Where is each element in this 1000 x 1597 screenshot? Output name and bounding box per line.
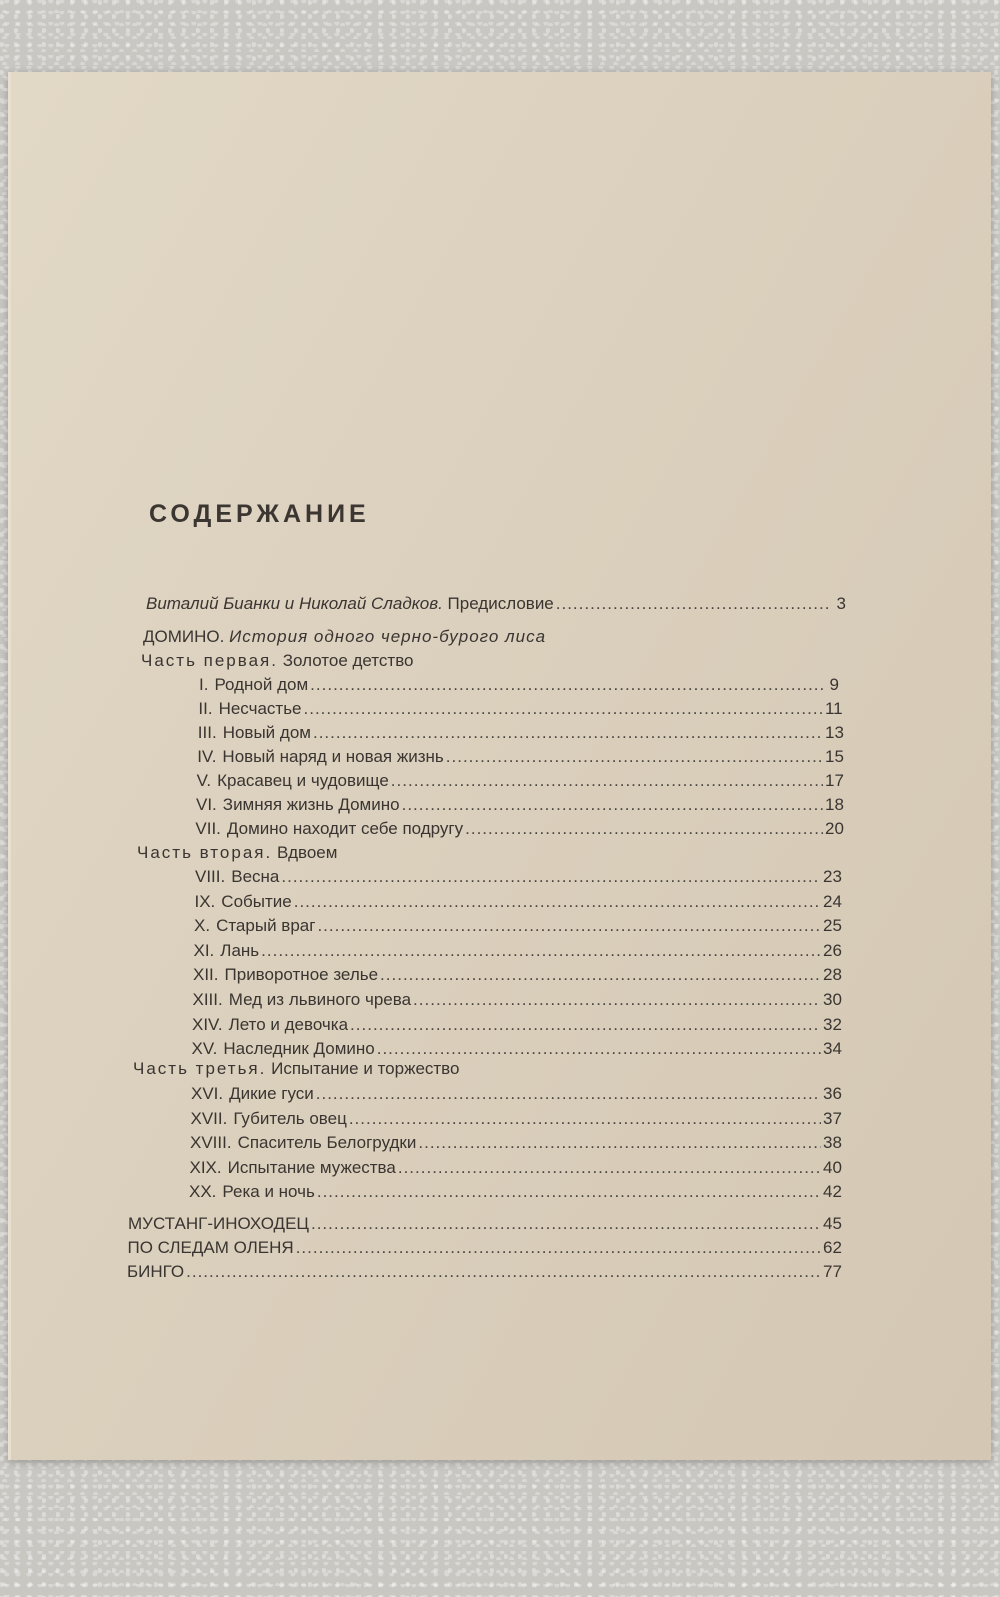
dot-leader bbox=[294, 892, 821, 912]
dot-leader bbox=[317, 916, 821, 936]
toc-entry bbox=[197, 723, 844, 743]
toc-entry bbox=[196, 795, 844, 815]
toc-entry bbox=[191, 1039, 842, 1059]
page-number: 15 bbox=[824, 747, 844, 766]
page-number: 77 bbox=[823, 1262, 842, 1281]
chapter-number: IV. bbox=[197, 747, 217, 766]
chapter-number: IX. bbox=[194, 891, 216, 911]
dot-leader bbox=[281, 867, 821, 887]
chapter-number: I. bbox=[199, 675, 209, 694]
page-number: 13 bbox=[824, 723, 844, 742]
page-title: СОДЕРЖАНИЕ bbox=[149, 500, 370, 528]
page-number: 40 bbox=[823, 1157, 842, 1177]
page-number: 20 bbox=[824, 819, 844, 838]
toc-entry bbox=[192, 990, 842, 1010]
toc-entry bbox=[198, 699, 843, 719]
chapter-number: XVII. bbox=[190, 1108, 228, 1128]
chapter-number: XIII. bbox=[192, 990, 223, 1009]
entry-title: Новый дом bbox=[222, 723, 311, 742]
preface-label: Предисловие bbox=[447, 594, 554, 613]
dot-leader bbox=[296, 1238, 821, 1258]
dot-leader bbox=[349, 1109, 821, 1129]
part-label: Часть первая. bbox=[141, 651, 278, 670]
entry-title: Приворотное зелье bbox=[224, 965, 379, 985]
page-number: 18 bbox=[825, 795, 844, 814]
entry-title: Спаситель Белогрудки bbox=[237, 1133, 417, 1152]
chapter-number: XV. bbox=[191, 1039, 218, 1059]
page-number: 30 bbox=[823, 990, 842, 1009]
chapter-number: VII. bbox=[195, 819, 221, 838]
dot-leader bbox=[316, 1084, 821, 1104]
chapter-number: V. bbox=[196, 771, 212, 790]
dot-leader bbox=[350, 1015, 821, 1035]
toc-entry bbox=[194, 916, 842, 936]
page-number: 26 bbox=[823, 940, 842, 960]
entry-title: Река и ночь bbox=[222, 1182, 315, 1201]
entry-title: Несчастье bbox=[218, 699, 302, 718]
entry-title: Событие bbox=[221, 891, 292, 911]
toc-entry bbox=[192, 1014, 842, 1035]
toc-entry bbox=[197, 747, 844, 767]
entry-title: БИНГО bbox=[127, 1262, 185, 1281]
entry-title: Губитель овец bbox=[233, 1108, 347, 1128]
page-number: 62 bbox=[823, 1238, 842, 1257]
part-name: Испытание и торжество bbox=[271, 1059, 460, 1078]
entry-title: Весна bbox=[231, 867, 280, 886]
page-number: 9 bbox=[829, 675, 839, 694]
table-of-contents bbox=[11, 72, 991, 1460]
chapter-number: III. bbox=[197, 723, 217, 742]
page-number: 42 bbox=[823, 1182, 842, 1201]
dot-leader bbox=[398, 1158, 821, 1178]
entry-title: Мед из львиного чрева bbox=[228, 990, 412, 1009]
part-name: Золотое детство bbox=[282, 651, 414, 670]
dot-leader bbox=[402, 795, 823, 815]
chapter-number: XX. bbox=[189, 1182, 217, 1201]
page-number: 32 bbox=[823, 1014, 842, 1034]
dot-leader bbox=[391, 771, 823, 791]
dot-leader bbox=[186, 1262, 821, 1282]
toc-entry bbox=[190, 1133, 842, 1153]
entry-title: Красавец и чудовище bbox=[217, 771, 389, 790]
page-number: 23 bbox=[823, 867, 842, 886]
dot-leader bbox=[556, 594, 830, 614]
toc-entry bbox=[128, 1214, 842, 1234]
entry-title: Испытание мужества bbox=[227, 1157, 396, 1177]
dot-leader bbox=[317, 1182, 821, 1202]
dot-leader bbox=[304, 699, 823, 719]
page-number: 24 bbox=[823, 891, 842, 911]
toc-entry bbox=[191, 1084, 842, 1104]
story-title: ДОМИНО. bbox=[143, 627, 225, 646]
toc-entry bbox=[189, 1157, 842, 1178]
dot-leader bbox=[310, 675, 823, 695]
story-subtitle: История одного черно-бурого лиса bbox=[229, 627, 547, 646]
entry-title: Родной дом bbox=[214, 675, 309, 694]
dot-leader bbox=[261, 941, 821, 961]
book-page bbox=[8, 72, 991, 1460]
dot-leader bbox=[446, 747, 823, 767]
dot-leader bbox=[377, 1039, 821, 1059]
page-number: 25 bbox=[823, 916, 842, 936]
part-name: Вдвоем bbox=[276, 843, 338, 862]
entry-title: Дикие гуси bbox=[229, 1084, 314, 1103]
page-number: 11 bbox=[824, 699, 843, 718]
chapter-number: XIV. bbox=[192, 1014, 223, 1034]
entry-title: Старый враг bbox=[216, 916, 316, 936]
toc-entry bbox=[194, 891, 842, 912]
page-number: 34 bbox=[823, 1039, 842, 1059]
page-number: 17 bbox=[824, 771, 844, 790]
entry-title: Наследник Домино bbox=[223, 1039, 375, 1059]
entry-title: Лето и девочка bbox=[228, 1014, 349, 1034]
toc-entry bbox=[127, 1262, 842, 1282]
part-heading-2 bbox=[137, 843, 337, 863]
part-heading-3 bbox=[133, 1059, 459, 1079]
page-number: 36 bbox=[823, 1084, 842, 1103]
dot-leader bbox=[465, 819, 823, 839]
toc-entry bbox=[195, 867, 842, 887]
toc-entry bbox=[189, 1182, 842, 1202]
chapter-number: XVIII. bbox=[190, 1133, 232, 1152]
part-label: Часть вторая. bbox=[137, 843, 273, 862]
chapter-number: XIX. bbox=[189, 1157, 222, 1177]
dot-leader bbox=[311, 1214, 821, 1234]
toc-entry bbox=[199, 675, 839, 695]
chapter-number: VIII. bbox=[195, 867, 226, 886]
toc-entry bbox=[195, 819, 844, 839]
dot-leader bbox=[313, 723, 823, 743]
chapter-number: XII. bbox=[193, 965, 219, 985]
entry-title: Новый наряд и новая жизнь bbox=[222, 747, 444, 766]
toc-entry bbox=[193, 965, 842, 985]
dot-leader bbox=[418, 1133, 821, 1153]
story-heading-domino bbox=[143, 627, 546, 647]
toc-entry bbox=[193, 940, 842, 961]
part-label: Часть третья. bbox=[133, 1059, 267, 1078]
chapter-number: VI. bbox=[196, 795, 217, 814]
entry-title: Зимняя жизнь Домино bbox=[222, 795, 400, 814]
part-heading-1 bbox=[141, 651, 414, 671]
page-number: 3 bbox=[836, 594, 846, 613]
entry-title: Лань bbox=[220, 940, 260, 960]
toc-entry bbox=[190, 1108, 842, 1129]
entry-title: МУСТАНГ-ИНОХОДЕЦ bbox=[128, 1214, 309, 1233]
toc-entry-preface bbox=[146, 594, 846, 614]
toc-entry bbox=[127, 1238, 842, 1258]
page-number: 28 bbox=[823, 965, 842, 985]
chapter-number: II. bbox=[198, 699, 213, 718]
chapter-number: XVI. bbox=[191, 1084, 224, 1103]
entry-title: ПО СЛЕДАМ ОЛЕНЯ bbox=[127, 1238, 294, 1257]
page-number: 45 bbox=[823, 1214, 842, 1233]
toc-entry bbox=[196, 771, 844, 791]
dot-leader bbox=[413, 990, 821, 1010]
page-number: 38 bbox=[823, 1133, 842, 1152]
chapter-number: XI. bbox=[193, 940, 215, 960]
chapter-number: X. bbox=[194, 916, 211, 936]
page-number: 37 bbox=[823, 1108, 842, 1128]
preface-authors: Виталий Бианки и Николай Сладков. bbox=[146, 594, 443, 613]
entry-title: Домино находит себе подругу bbox=[226, 819, 464, 838]
dot-leader bbox=[380, 965, 821, 985]
